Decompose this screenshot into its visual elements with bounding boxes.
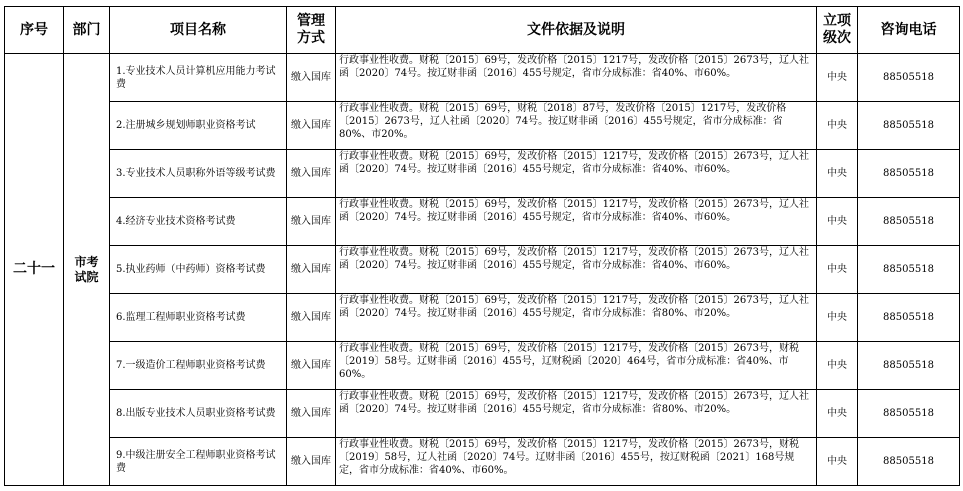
item-name: 1.专业技术人员计算机应用能力考试费: [110, 54, 287, 102]
table-row: [5, 102, 960, 150]
item-level: 中央: [817, 438, 858, 486]
item-basis: 行政事业性收费。财税〔2015〕69号，发改价格〔2015〕1217号，发改价格〔2015〕2673号，辽人社函〔2020〕74号。按辽财非函〔2016〕455号规定，省市分成标准：省80%、市20%。: [336, 294, 817, 342]
item-mgmt: 缴入国库: [287, 150, 336, 198]
table-row: [5, 54, 960, 102]
item-phone: 88505518: [858, 198, 960, 246]
group-dept: 市考试院: [64, 54, 110, 486]
item-mgmt: 缴入国库: [287, 438, 336, 486]
item-name: 4.经济专业技术资格考试费: [110, 198, 287, 246]
item-basis: 行政事业性收费。财税〔2015〕69号，发改价格〔2015〕1217号，发改价格〔2015〕2673号，辽人社函〔2020〕74号。按辽财非函〔2016〕455号规定，省市分成标准：省40%、市60%。: [336, 246, 817, 294]
item-name: 9.中级注册安全工程师职业资格考试费: [110, 438, 287, 486]
item-level: 中央: [817, 150, 858, 198]
header-dept: 部门: [64, 7, 110, 54]
item-phone: 88505518: [858, 246, 960, 294]
table-row: [5, 390, 960, 438]
item-mgmt: 缴入国库: [287, 102, 336, 150]
item-basis: 行政事业性收费。财税〔2015〕69号，发改价格〔2015〕1217号，发改价格〔2015〕2673号，财税〔2019〕58号，辽人社函〔2020〕74号。辽财非函〔2016〕455号，按辽财税函〔2021〕168号规定，省市分成标准：省40%、市60%。: [336, 438, 817, 486]
item-level: 中央: [817, 102, 858, 150]
item-phone: 88505518: [858, 342, 960, 390]
item-name: 8.出版专业技术人员职业资格考试费: [110, 390, 287, 438]
table-row: [5, 150, 960, 198]
item-basis: 行政事业性收费。财税〔2015〕69号，发改价格〔2015〕1217号，发改价格〔2015〕2673号，辽人社函〔2020〕74号。按辽财非函〔2016〕455号规定，省市分成标准：省80%、市20%。: [336, 390, 817, 438]
item-basis: 行政事业性收费。财税〔2015〕69号，发改价格〔2015〕1217号，发改价格〔2015〕2673号，辽人社函〔2020〕74号。按辽财非函〔2016〕455号规定，省市分成标准：省40%、市60%。: [336, 198, 817, 246]
item-level: 中央: [817, 246, 858, 294]
fee-table: [4, 6, 960, 486]
item-phone: 88505518: [858, 294, 960, 342]
item-basis: 行政事业性收费。财税〔2015〕69号，发改价格〔2015〕1217号，发改价格〔2015〕2673号，辽人社函〔2020〕74号。按辽财非函〔2016〕455号规定，省市分成标准：省40%、市60%。: [336, 54, 817, 102]
item-phone: 88505518: [858, 438, 960, 486]
item-level: 中央: [817, 342, 858, 390]
header-name: 项目名称: [110, 7, 287, 54]
item-mgmt: 缴入国库: [287, 342, 336, 390]
item-name: 3.专业技术人员职称外语等级考试费: [110, 150, 287, 198]
item-level: 中央: [817, 54, 858, 102]
item-phone: 88505518: [858, 54, 960, 102]
table-row: [5, 246, 960, 294]
header-basis: 文件依据及说明: [336, 7, 817, 54]
item-level: 中央: [817, 294, 858, 342]
header-level: 立项级次: [817, 7, 858, 54]
header-seq: 序号: [5, 7, 64, 54]
item-mgmt: 缴入国库: [287, 390, 336, 438]
header-row: [5, 7, 960, 54]
item-name: 6.监理工程师职业资格考试费: [110, 294, 287, 342]
item-basis: 行政事业性收费。财税〔2015〕69号，财税〔2018〕87号，发改价格〔2015〕1217号，发改价格〔2015〕2673号，辽人社函〔2020〕74号。按辽财非函〔2016〕455号规定，省市分成标准：省80%、市20%。: [336, 102, 817, 150]
group-seq: 二十一: [5, 54, 64, 486]
item-mgmt: 缴入国库: [287, 294, 336, 342]
item-name: 7.一级造价工程师职业资格考试费: [110, 342, 287, 390]
item-phone: 88505518: [858, 390, 960, 438]
header-phone: 咨询电话: [858, 7, 960, 54]
item-name: 2.注册城乡规划师职业资格考试: [110, 102, 287, 150]
item-mgmt: 缴入国库: [287, 54, 336, 102]
item-phone: 88505518: [858, 150, 960, 198]
header-mgmt: 管理方式: [287, 7, 336, 54]
item-basis: 行政事业性收费。财税〔2015〕69号，发改价格〔2015〕1217号，发改价格〔2015〕2673号，财税〔2019〕58号。辽财非函〔2016〕455号，辽财税函〔2020〕464号，省市分成标准：省40%、市60%。: [336, 342, 817, 390]
item-name: 5.执业药师（中药师）资格考试费: [110, 246, 287, 294]
table-row: [5, 438, 960, 486]
item-mgmt: 缴入国库: [287, 198, 336, 246]
item-mgmt: 缴入国库: [287, 246, 336, 294]
item-level: 中央: [817, 198, 858, 246]
table-row: [5, 294, 960, 342]
table-row: [5, 342, 960, 390]
item-phone: 88505518: [858, 102, 960, 150]
item-level: 中央: [817, 390, 858, 438]
item-basis: 行政事业性收费。财税〔2015〕69号，发改价格〔2015〕1217号，发改价格〔2015〕2673号，辽人社函〔2020〕74号。按辽财非函〔2016〕455号规定，省市分成标准：省40%、市60%。: [336, 150, 817, 198]
table-row: [5, 198, 960, 246]
